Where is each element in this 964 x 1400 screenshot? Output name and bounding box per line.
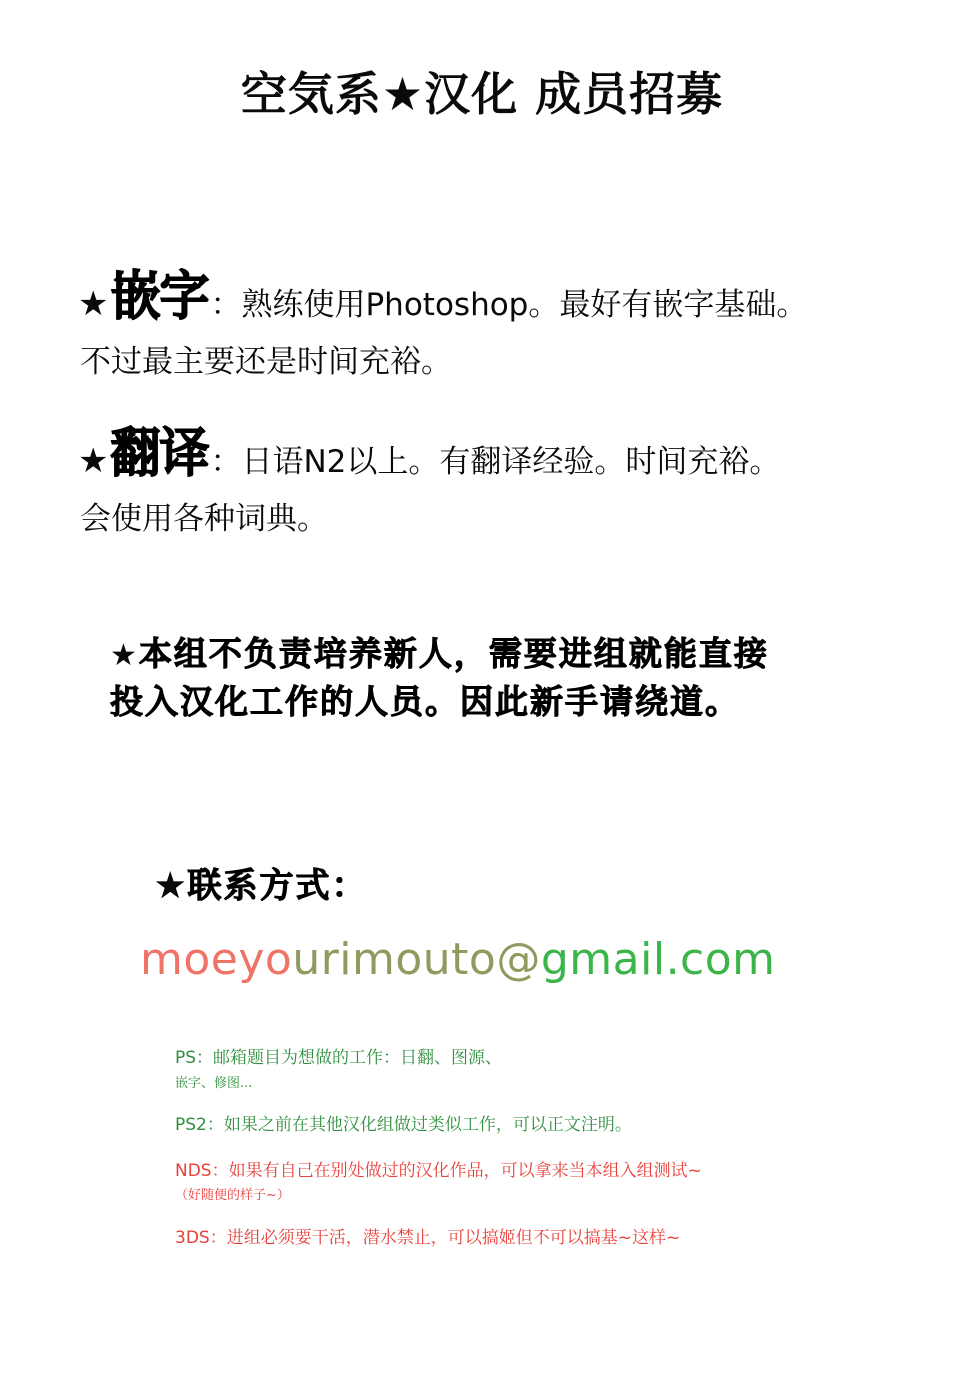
contact-heading-label: 联系方式： bbox=[187, 866, 368, 906]
page-title: 空気系★汉化 成员招募 bbox=[240, 67, 724, 121]
role-block-translation bbox=[78, 415, 908, 538]
role-name: 翻译 bbox=[110, 422, 209, 484]
email-part-a: moeyo bbox=[140, 934, 293, 985]
notice-block bbox=[110, 630, 910, 726]
contact-heading bbox=[155, 858, 367, 907]
note-item bbox=[175, 1226, 935, 1252]
star-icon: ★ bbox=[110, 638, 139, 673]
email-part-b: urimouto@ bbox=[292, 934, 541, 985]
note-text: 进组必须要干活，潜水禁止，可以搞姬但不可以搞基~这样~ bbox=[226, 1227, 681, 1248]
note-label: PS： bbox=[175, 1048, 214, 1068]
notice-line-2: 投入汉化工作的人员。因此新手请绕道。 bbox=[110, 681, 740, 721]
notes-list bbox=[175, 1046, 935, 1271]
role-description: ：熟练使用Photoshop。最好有嵌字基础。 bbox=[210, 287, 808, 323]
role-block-typesetting bbox=[78, 258, 908, 381]
note-text-line2: （好随便的样子~） bbox=[175, 1188, 290, 1203]
star-icon: ★ bbox=[78, 285, 109, 323]
note-text-line2: 嵌字、修图... bbox=[175, 1075, 253, 1091]
note-text: 邮箱题目为想做的工作：日翻、图源、 bbox=[213, 1048, 503, 1068]
note-label: NDS： bbox=[175, 1160, 229, 1181]
star-icon: ★ bbox=[155, 866, 188, 906]
note-text: 如果有自己在别处做过的汉化作品，可以拿来当本组入组测试~ bbox=[228, 1160, 702, 1181]
note-item bbox=[175, 1113, 935, 1139]
note-text: 如果之前在其他汉化组做过类似工作，可以正文注明。 bbox=[223, 1115, 632, 1135]
contact-email[interactable] bbox=[140, 934, 776, 985]
role-description-line2: 会使用各种词典。 bbox=[80, 501, 328, 537]
note-item bbox=[175, 1046, 935, 1093]
note-label: 3DS： bbox=[175, 1227, 227, 1248]
role-description-line2: 不过最主要还是时间充裕。 bbox=[80, 344, 452, 380]
note-item bbox=[175, 1159, 935, 1206]
role-headline bbox=[78, 258, 908, 330]
email-part-c: gmail.com bbox=[540, 934, 776, 985]
notice-line-1: 本组不负责培养新人，需要进组就能直接 bbox=[138, 634, 769, 673]
role-description: ：日语N2以上。有翻译经验。时间充裕。 bbox=[210, 444, 781, 480]
star-icon: ★ bbox=[78, 442, 109, 480]
role-name: 嵌字 bbox=[110, 265, 209, 327]
note-label: PS2： bbox=[175, 1115, 224, 1135]
role-headline bbox=[78, 415, 908, 487]
